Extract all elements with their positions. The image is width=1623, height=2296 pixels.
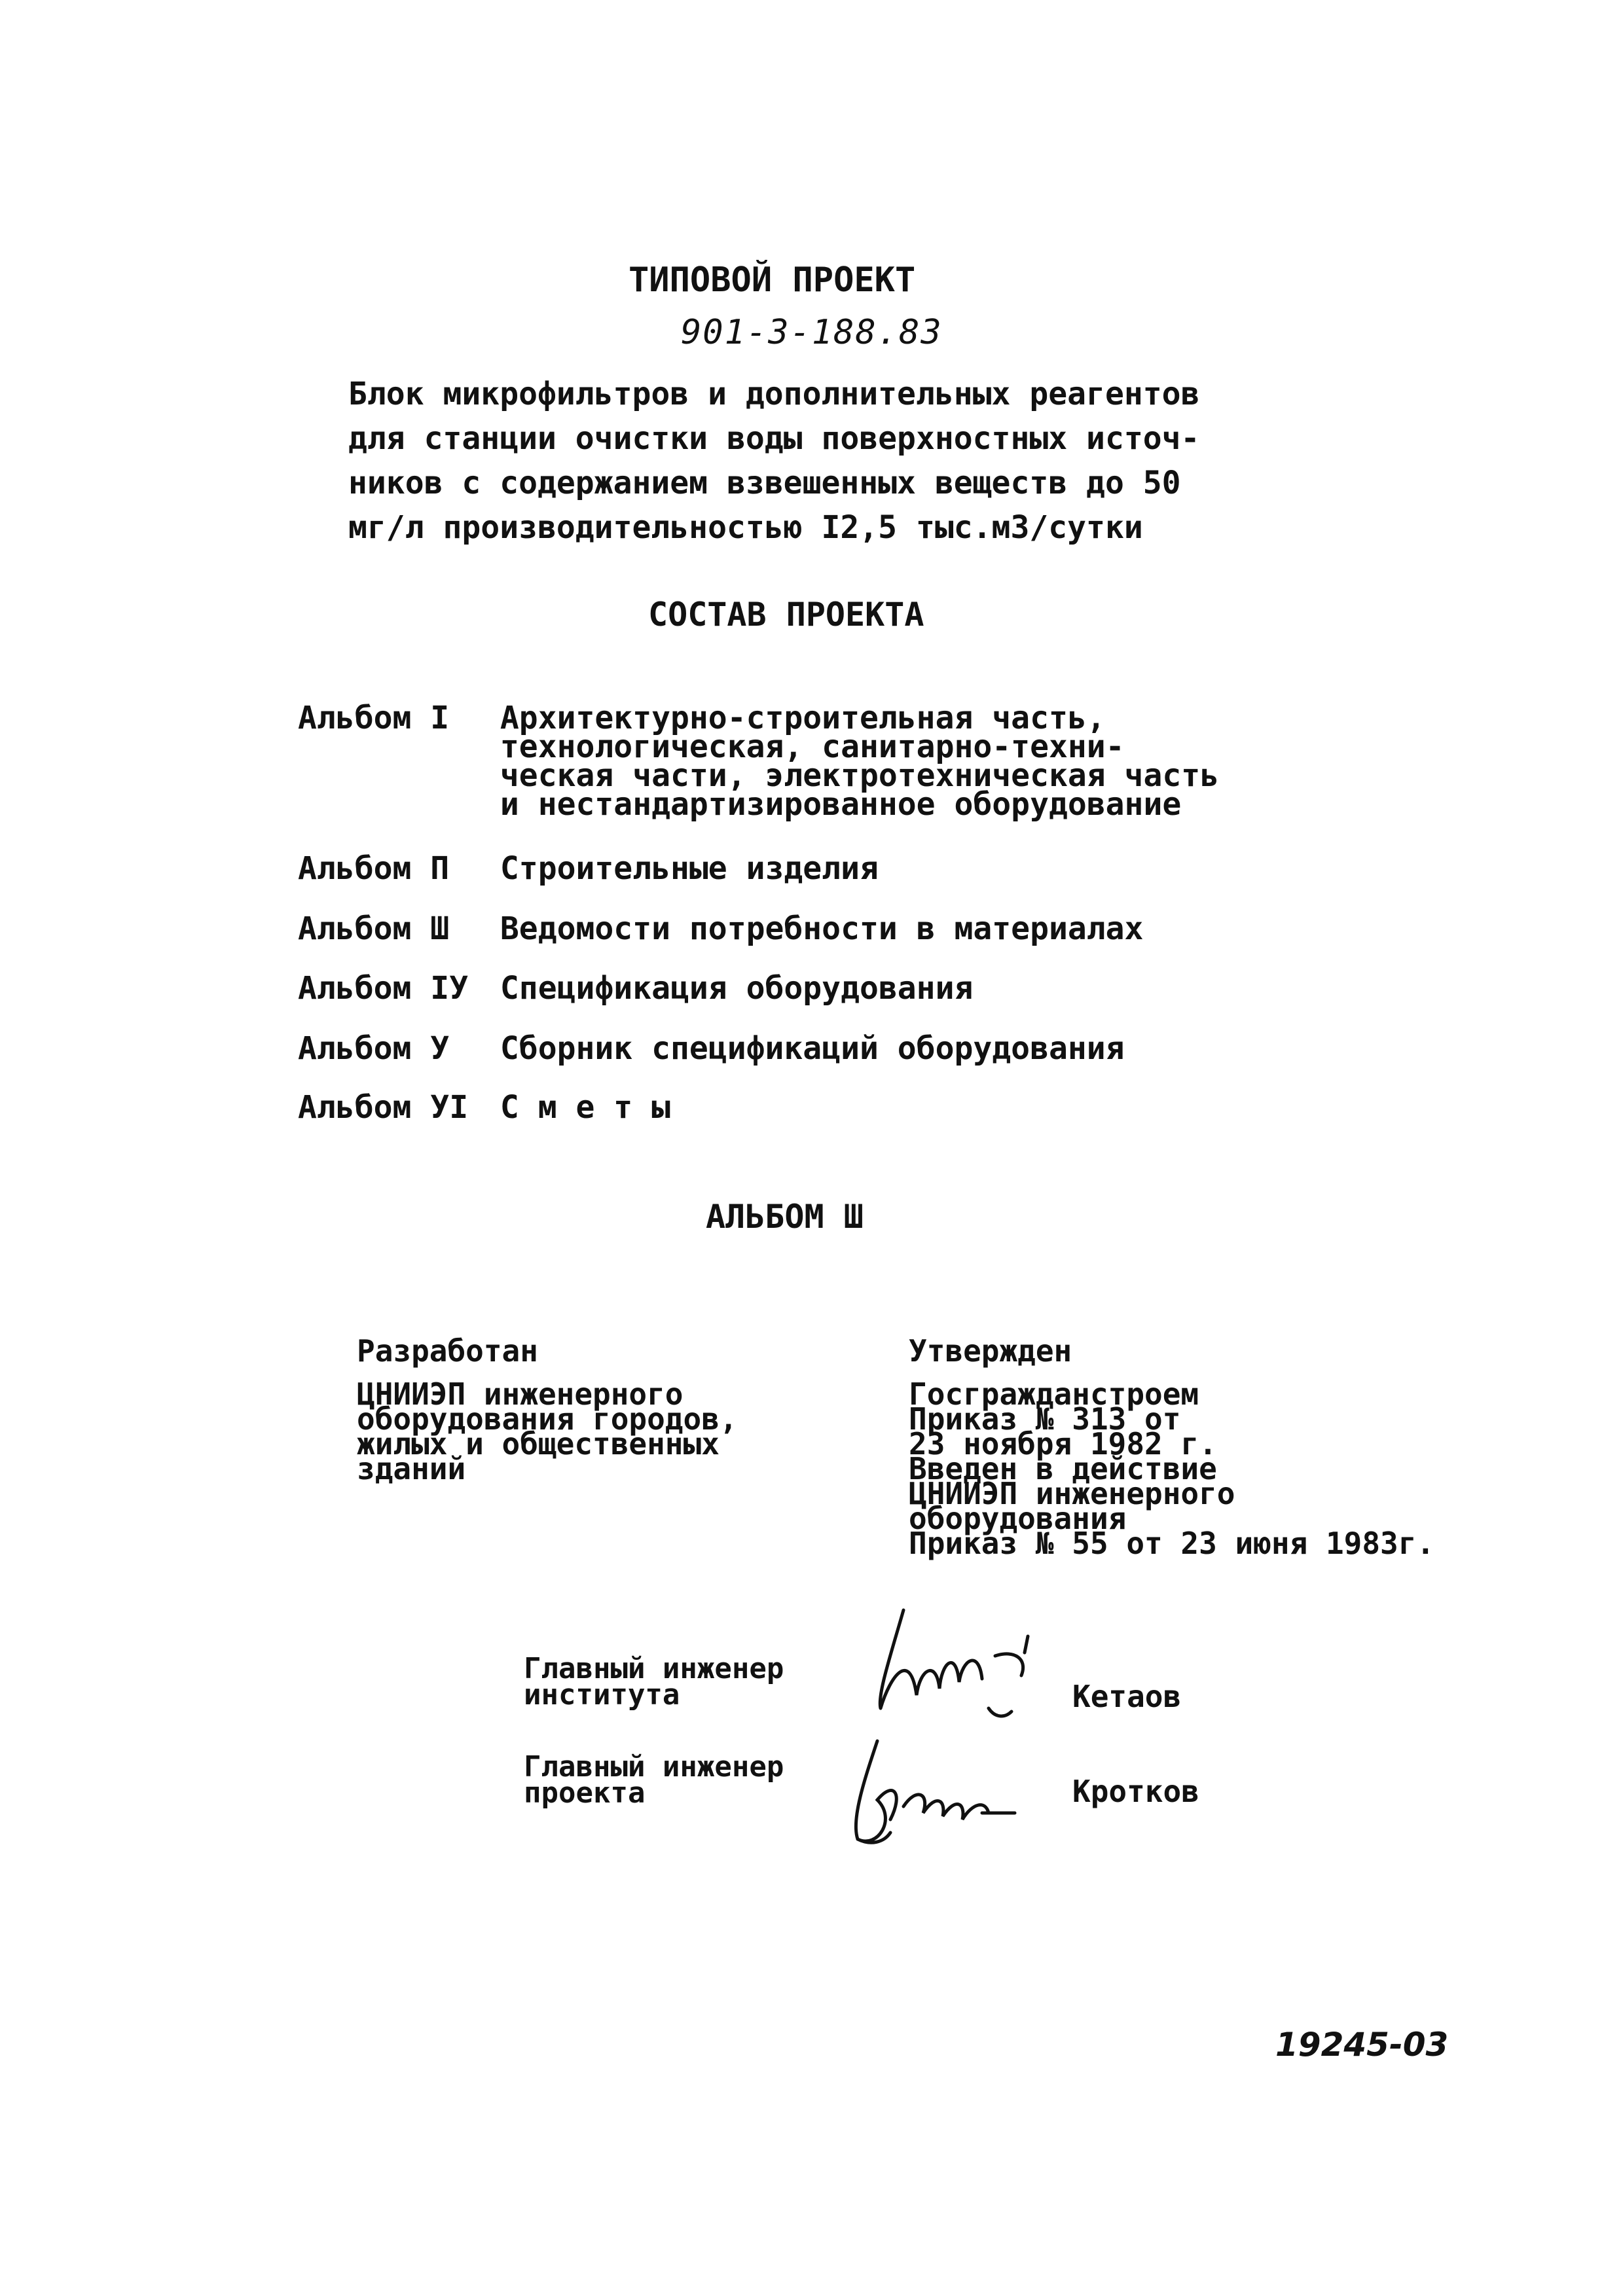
album-row-1 bbox=[298, 700, 1220, 823]
approved-line: Введен в действие bbox=[909, 1451, 1217, 1486]
album-text-line: Сборник спецификаций оборудования bbox=[500, 1030, 1125, 1067]
signature-2-icon bbox=[831, 1728, 1048, 1852]
album-heading: АЛЬБОМ Ш bbox=[706, 1198, 864, 1236]
signature-name-1: Кетаов bbox=[1072, 1679, 1182, 1714]
approved-line: Приказ № 313 от bbox=[909, 1401, 1181, 1437]
album-row-5 bbox=[298, 1030, 1125, 1067]
album-row-4 bbox=[298, 970, 974, 1007]
document-title: ТИПОВОЙ ПРОЕКТ bbox=[629, 260, 916, 300]
album-row-3 bbox=[298, 910, 1144, 947]
album-label: Альбом Ш bbox=[298, 910, 450, 947]
composition-title: СОСТАВ ПРОЕКТА bbox=[648, 596, 924, 634]
album-text-line: ческая части, электротехническая часть bbox=[500, 757, 1220, 794]
project-code: 901-3-188.83 bbox=[681, 313, 943, 352]
approved-header: Утвержден bbox=[909, 1333, 1072, 1369]
album-text bbox=[500, 700, 1220, 823]
approved-line: ЦНИИЭП инженерного bbox=[909, 1476, 1235, 1511]
album-text bbox=[500, 850, 879, 887]
album-text-line: и нестандартизированное оборудование bbox=[500, 786, 1182, 823]
approved-block bbox=[909, 1333, 1435, 1561]
signature-role-1 bbox=[524, 1652, 784, 1712]
album-text-line: С м е т ы bbox=[500, 1089, 670, 1126]
developed-header: Разработан bbox=[357, 1333, 538, 1369]
developed-block bbox=[357, 1333, 738, 1486]
album-text-line: Спецификация оборудования bbox=[500, 970, 974, 1007]
album-label: Альбом IУ bbox=[298, 970, 469, 1007]
developed-line: зданий bbox=[357, 1451, 466, 1486]
description-line: мг/л производительностью I2,5 тыс.м3/сутки bbox=[348, 509, 1143, 546]
album-text bbox=[500, 970, 974, 1007]
album-text-line: Ведомости потребности в материалах bbox=[500, 910, 1144, 947]
approved-line: Приказ № 55 от 23 июня 1983г. bbox=[909, 1526, 1435, 1561]
album-text bbox=[500, 1030, 1125, 1067]
album-label: Альбом У bbox=[298, 1030, 450, 1067]
album-label: Альбом П bbox=[298, 850, 450, 887]
signature-role-line: Главный инженер bbox=[524, 1750, 784, 1784]
signature-role-line: института bbox=[524, 1678, 680, 1712]
album-label: Альбом УI bbox=[298, 1089, 469, 1126]
album-text-line: технологическая, санитарно-техни- bbox=[500, 728, 1125, 765]
description-line: Блок микрофильтров и дополнительных реагентов bbox=[348, 376, 1200, 412]
album-text bbox=[500, 1089, 670, 1126]
approved-line: 23 ноября 1982 г. bbox=[909, 1426, 1217, 1462]
album-text-line: Архитектурно-строительная часть, bbox=[500, 700, 1106, 736]
album-text bbox=[500, 910, 1144, 947]
developed-line: оборудования городов, bbox=[357, 1401, 738, 1437]
inventory-stamp: 19245-03 bbox=[1275, 2026, 1449, 2064]
album-text-line: Строительные изделия bbox=[500, 850, 879, 887]
signature-role-line: Главный инженер bbox=[524, 1652, 784, 1685]
developed-line: жилых и общественных bbox=[357, 1426, 720, 1462]
approved-line: оборудования bbox=[909, 1501, 1127, 1536]
developed-line: ЦНИИЭП инженерного bbox=[357, 1376, 684, 1412]
project-description bbox=[348, 372, 1199, 550]
signature-role-2 bbox=[524, 1750, 784, 1810]
description-line: для станции очистки воды поверхностных источ- bbox=[348, 420, 1200, 457]
signature-name-2: Кротков bbox=[1072, 1774, 1199, 1809]
album-row-2 bbox=[298, 850, 879, 887]
album-row-6 bbox=[298, 1089, 670, 1126]
description-line: ников с содержанием взвешенных веществ до 50 bbox=[348, 465, 1181, 501]
signature-1-icon bbox=[864, 1597, 1061, 1748]
signature-role-line: проекта bbox=[524, 1776, 646, 1810]
album-label: Альбом I bbox=[298, 700, 450, 736]
approved-line: Госгражданстроем bbox=[909, 1376, 1199, 1412]
